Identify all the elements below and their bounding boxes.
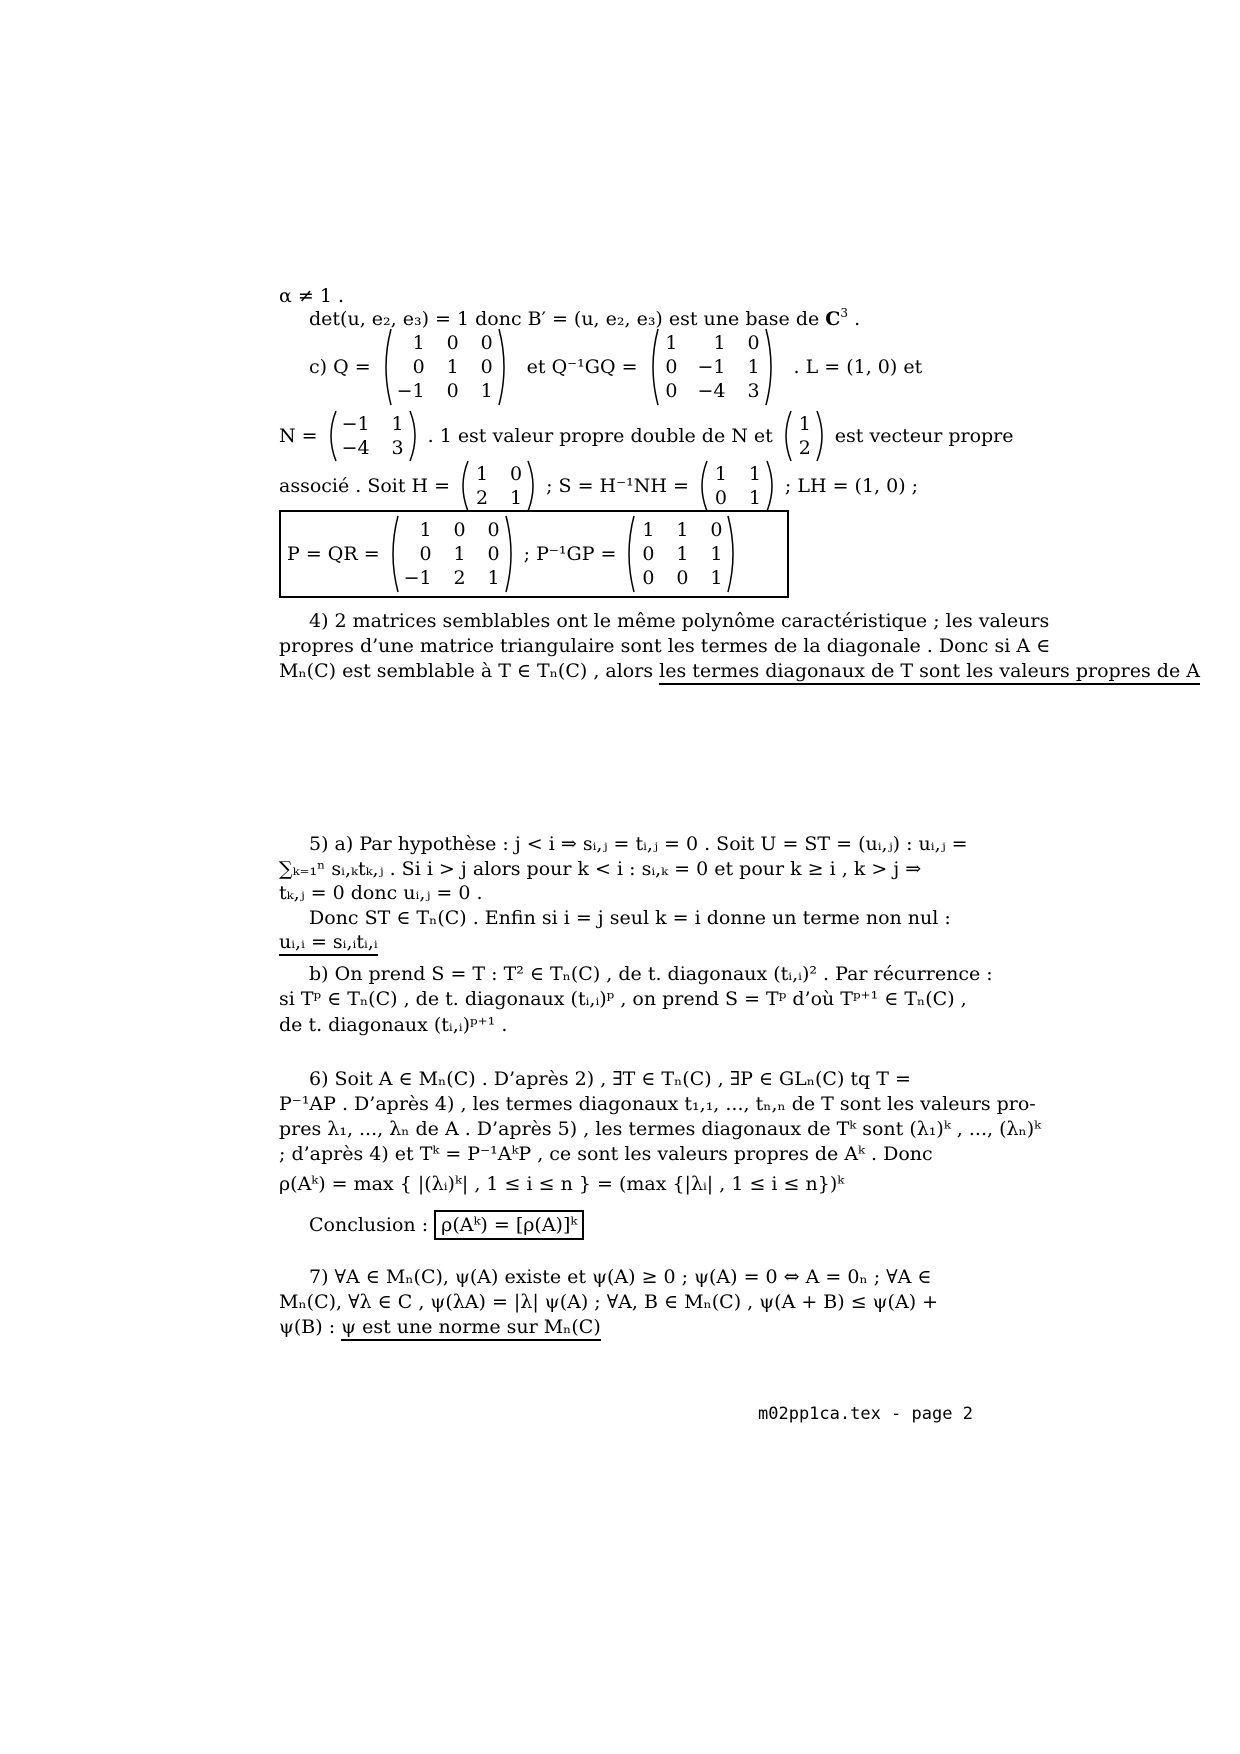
cell: 0 <box>487 519 500 541</box>
matrix-line-N <box>279 408 1014 464</box>
section5-b-line2 <box>279 987 967 1011</box>
section6-line3 <box>279 1117 1041 1141</box>
cell: 1 <box>710 567 723 589</box>
cell: −4 <box>341 437 370 459</box>
section4-line1 <box>309 609 1049 633</box>
section5-line5 <box>279 930 378 954</box>
section7-line3 <box>279 1315 601 1339</box>
text: propres d’une matrice triangulaire sont les termes de la diagonale . Donc si A ∈ <box>279 635 1051 657</box>
cell: 0 <box>714 487 727 509</box>
text: pres λ₁, ..., λₙ de A . D’après 5) , les termes diagonaux de Tᵏ sont (λ₁)ᵏ , ..., (λₙ)ᵏ <box>279 1118 1042 1140</box>
section6-line4 <box>279 1142 933 1166</box>
cell: 2 <box>476 487 489 509</box>
cell: 1 <box>453 543 466 565</box>
text: Donc ST ∈ Tₙ(C) . Enfin si i = j seul k = i donne un terme non nul : <box>309 907 951 929</box>
underlined-result: ψ est une norme sur Mₙ(C) <box>341 1316 601 1341</box>
underlined-result: uᵢ,ᵢ = sᵢ,ᵢtᵢ,ᵢ <box>279 931 378 956</box>
cell: 0 <box>446 380 459 402</box>
underlined-result: les termes diagonaux de T sont les valeurs propres de A <box>659 660 1200 685</box>
cell: 0 <box>446 332 459 354</box>
cell: 1 <box>713 332 726 354</box>
text: 7) ∀A ∈ Mₙ(C), ψ(A) existe et ψ(A) ≥ 0 ; ψ(A) = 0 ⇔ A = 0ₙ ; ∀A ∈ <box>309 1266 932 1288</box>
footer-text: m02pp1ca.tex - page 2 <box>758 1404 973 1424</box>
cell: 0 <box>487 543 500 565</box>
cell: 1 <box>676 519 689 541</box>
text: de t. diagonaux (tᵢ,ᵢ)ᵖ⁺¹ . <box>279 1014 508 1036</box>
cell: 1 <box>798 413 811 435</box>
boxed-conclusion: ρ(Aᵏ) = [ρ(A)]ᵏ <box>434 1210 584 1240</box>
complex-field: C <box>825 308 841 330</box>
section6-line2 <box>279 1092 1036 1116</box>
text-line-alpha <box>279 284 344 308</box>
cell: 0 <box>480 332 493 354</box>
label-QinvGQ: et Q⁻¹GQ = <box>526 356 638 378</box>
eigenvalue-statement: . 1 est valeur propre double de N et <box>427 425 773 447</box>
cell: 1 <box>446 356 459 378</box>
cell: −1 <box>697 356 726 378</box>
matrix-N <box>324 409 422 463</box>
cell: 2 <box>798 437 811 459</box>
alpha-condition: α ≠ 1 . <box>279 285 344 307</box>
text: Mₙ(C) est semblable à T ∈ Tₙ(C) , alors <box>279 660 660 682</box>
cell: 3 <box>391 437 404 459</box>
cell: 0 <box>412 356 425 378</box>
section7-line2 <box>279 1290 938 1314</box>
cell: −1 <box>403 567 432 589</box>
cell: 0 <box>710 519 723 541</box>
cell: 0 <box>453 519 466 541</box>
text: Mₙ(C), ∀λ ∈ C , ψ(λA) = |λ| ψ(A) ; ∀A, B ∈ Mₙ(C) , ψ(A + B) ≤ ψ(A) + <box>279 1291 939 1313</box>
label-PinvGP: ; P⁻¹GP = <box>523 543 617 565</box>
cell: 1 <box>476 463 489 485</box>
label-S: ; S = H⁻¹NH = <box>546 475 689 497</box>
eigenvector <box>779 409 829 463</box>
cell: 1 <box>412 332 425 354</box>
L-definition: . L = (1, 0) et <box>793 356 923 378</box>
punct: . <box>848 308 861 330</box>
cell: 0 <box>419 543 432 565</box>
cell: 1 <box>676 543 689 565</box>
section5-b-line3 <box>279 1013 507 1037</box>
text: ∑ₖ₌₁ⁿ sᵢ,ₖtₖ,ⱼ . Si i > j alors pour k < i : sᵢ,ₖ = 0 et pour k ≥ i , k > j ⇒ <box>279 858 922 880</box>
conclusion-label: Conclusion : <box>309 1214 429 1236</box>
exponent: 3 <box>840 306 849 320</box>
cell: 1 <box>391 413 404 435</box>
section6-line5 <box>279 1172 844 1196</box>
section5-line1 <box>309 832 968 856</box>
text: ; d’après 4) et Tᵏ = P⁻¹AᵏP , ce sont les valeurs propres de Aᵏ . Donc <box>279 1143 933 1165</box>
det-statement: det(u, e₂, e₃) = 1 donc B′ = (u, e₂, e₃) est une base de <box>309 308 820 330</box>
cell: 0 <box>480 356 493 378</box>
cell: 3 <box>747 380 760 402</box>
text: b) On prend S = T : T² ∈ Tₙ(C) , de t. diagonaux (tᵢ,ᵢ)² . Par récurrence : <box>309 963 993 985</box>
section5-line3 <box>279 881 483 905</box>
cell: 0 <box>665 356 678 378</box>
cell: 1 <box>748 463 761 485</box>
section4-line2 <box>279 634 1050 658</box>
cell: −4 <box>697 380 726 402</box>
cell: 1 <box>642 519 655 541</box>
LH-statement: ; LH = (1, 0) ; <box>784 475 919 497</box>
label-Q: c) Q = <box>309 356 371 378</box>
cell: −1 <box>341 413 370 435</box>
matrix-line-H <box>279 458 918 514</box>
matrix-P <box>386 514 518 594</box>
eigenvector-statement: est vecteur propre <box>834 425 1014 447</box>
cell: 1 <box>510 487 523 509</box>
matrix-Q <box>379 327 511 407</box>
matrix-H <box>456 459 540 513</box>
matrix-S <box>695 459 779 513</box>
cell: 1 <box>419 519 432 541</box>
text: tₖ,ⱼ = 0 donc uᵢ,ⱼ = 0 . <box>279 882 483 904</box>
cell: 1 <box>487 567 500 589</box>
matrix-QinvGQ <box>646 327 778 407</box>
section5-line2 <box>279 857 921 881</box>
matrix-PinvGP <box>622 514 740 594</box>
cell: 0 <box>642 567 655 589</box>
label-H: associé . Soit H = <box>279 475 451 497</box>
cell: 1 <box>665 332 678 354</box>
text: ψ(B) : <box>279 1316 342 1338</box>
section5-line4 <box>309 906 951 930</box>
cell: 0 <box>642 543 655 565</box>
section7-line1 <box>309 1265 931 1289</box>
boxed-result-P <box>279 510 789 598</box>
text: P⁻¹AP . D’après 4) , les termes diagonaux t₁,₁, ..., tₙ,ₙ de T sont les valeurs pro- <box>279 1093 1036 1115</box>
page-footer <box>758 1404 973 1424</box>
cell: 2 <box>453 567 466 589</box>
cell: 1 <box>748 487 761 509</box>
section6-line1 <box>309 1067 911 1091</box>
text: ρ(Aᵏ) = max { |(λᵢ)ᵏ| , 1 ≤ i ≤ n } = (max {|λᵢ| , 1 ≤ i ≤ n})ᵏ <box>279 1173 845 1195</box>
section5-b-line1 <box>309 962 993 986</box>
label-N: N = <box>279 425 318 447</box>
cell: 1 <box>747 356 760 378</box>
text: 5) a) Par hypothèse : j < i ⇒ sᵢ,ⱼ = tᵢ,ⱼ = 0 . Soit U = ST = (uᵢ,ⱼ) : uᵢ,ⱼ = <box>309 833 968 855</box>
cell: −1 <box>396 380 425 402</box>
label-P: P = QR = <box>287 543 380 565</box>
text: si Tᵖ ∈ Tₙ(C) , de t. diagonaux (tᵢ,ᵢ)ᵖ , on prend S = Tᵖ d’où Tᵖ⁺¹ ∈ Tₙ(C) , <box>279 988 967 1010</box>
text: 4) 2 matrices semblables ont le même polynôme caractéristique ; les valeurs <box>309 610 1050 632</box>
section4-line3 <box>279 659 1200 683</box>
section6-conclusion <box>309 1213 584 1237</box>
text: 6) Soit A ∈ Mₙ(C) . D’après 2) , ∃T ∈ Tₙ(C) , ∃P ∈ GLₙ(C) tq T = <box>309 1068 911 1090</box>
cell: 0 <box>665 380 678 402</box>
cell: 1 <box>480 380 493 402</box>
cell: 0 <box>747 332 760 354</box>
cell: 0 <box>510 463 523 485</box>
matrix-line-Q <box>309 327 922 407</box>
cell: 1 <box>714 463 727 485</box>
cell: 1 <box>710 543 723 565</box>
cell: 0 <box>676 567 689 589</box>
